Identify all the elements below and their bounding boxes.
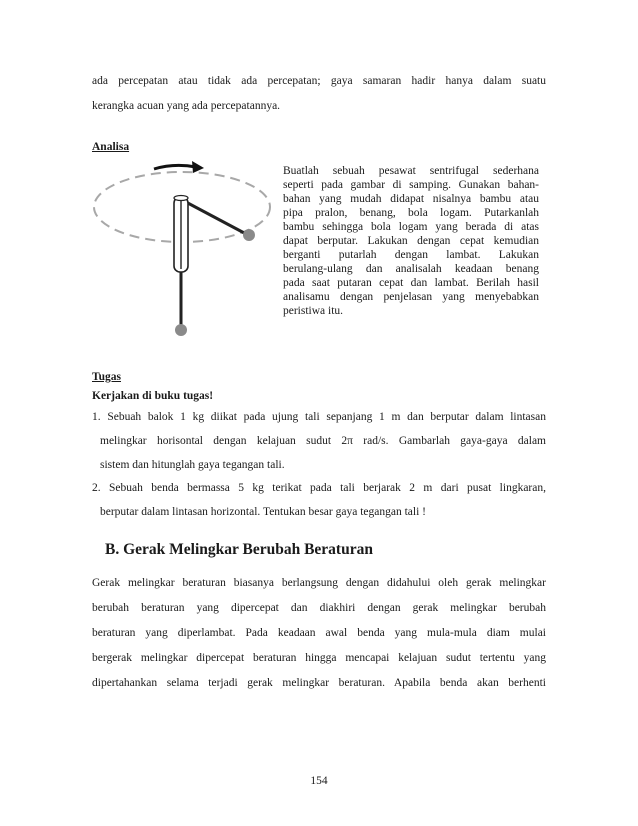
centrifuge-illustration	[88, 152, 288, 347]
analisa-title: Analisa	[92, 141, 130, 153]
box-line: bahan yang mudah didapat nisalnya bambu atau	[283, 193, 539, 205]
section-b-heading: B. Gerak Melingkar Berubah Beraturan	[105, 541, 373, 558]
box-line: berulang-ulang dan analisalah keadaan benang	[283, 263, 539, 275]
item1-line-2: melingkar horisontal dengan kelajuan sudut 2π rad/s. Gambarlah gaya-gaya dalam	[100, 435, 546, 447]
section-b-line-5: dipertahankan selama terjadi gerak melingkar beraturan. Apabila benda akan berhenti	[92, 677, 546, 689]
section-b-line-4: bergerak melingkar dipercepat beraturan hingga mencapai kelajuan sudut tertentu yang	[92, 652, 546, 664]
top-ball	[243, 229, 255, 241]
box-line: dapat berputar. Lakukan dengan cepat kemudian	[283, 235, 539, 247]
box-line: analisamu dengan penjelasan yang menyebabkan	[283, 291, 539, 303]
item2-line-1: 2. Sebuah benda bermassa 5 kg terikat pada tali berjarak 2 m dari pusat lingkaran,	[92, 482, 546, 494]
section-b-line-1: Gerak melingkar beraturan biasanya berlangsung dengan didahului oleh gerak melingkar	[92, 577, 546, 589]
box-line: peristiwa itu.	[283, 305, 344, 317]
bottom-ball	[175, 324, 187, 336]
arrow-head	[192, 161, 204, 173]
box-line: bambu sehingga bola logam yang berada di atas	[283, 221, 539, 233]
tugas-subtitle: Kerjakan di buku tugas!	[92, 390, 214, 402]
box-line: Buatlah sebuah pesawat sentrifugal sederhana	[283, 165, 539, 177]
page-number: 154	[310, 775, 328, 787]
box-line: pada saat putaran cepat dan lambat. Berilah hasil	[283, 277, 539, 289]
string-to-top-ball	[184, 201, 248, 235]
box-line: pipa pralon, benang, bola logam. Putarkanlah	[283, 207, 539, 219]
box-line: berganti putarlah dengan lambat. Lakukan	[283, 249, 539, 261]
rotation-arrow-icon	[154, 165, 196, 169]
item1-line-1: 1. Sebuah balok 1 kg diikat pada ujung tali sepanjang 1 m dan berputar dalam lintasan	[92, 411, 546, 423]
item2-line-2: berputar dalam lintasan horizontal. Tentukan besar gaya tegangan tali !	[100, 506, 426, 518]
item1-line-3: sistem dan hitunglah gaya tegangan tali.	[100, 459, 285, 471]
section-b-line-2: berubah beraturan yang dipercepat dan diakhiri dengan gerak melingkar berubah	[92, 602, 546, 614]
box-line: seperti pada gambar di samping. Gunakan bahan-	[283, 179, 539, 191]
section-b-line-3: beraturan yang diperlambat. Pada keadaan awal benda yang mula-mula diam mulai	[92, 627, 546, 639]
intro-line-1: ada percepatan atau tidak ada percepatan; gaya samaran hadir hanya dalam suatu	[92, 75, 546, 87]
tugas-title: Tugas	[92, 371, 121, 383]
intro-line-2: kerangka acuan yang ada percepatannya.	[92, 100, 281, 112]
